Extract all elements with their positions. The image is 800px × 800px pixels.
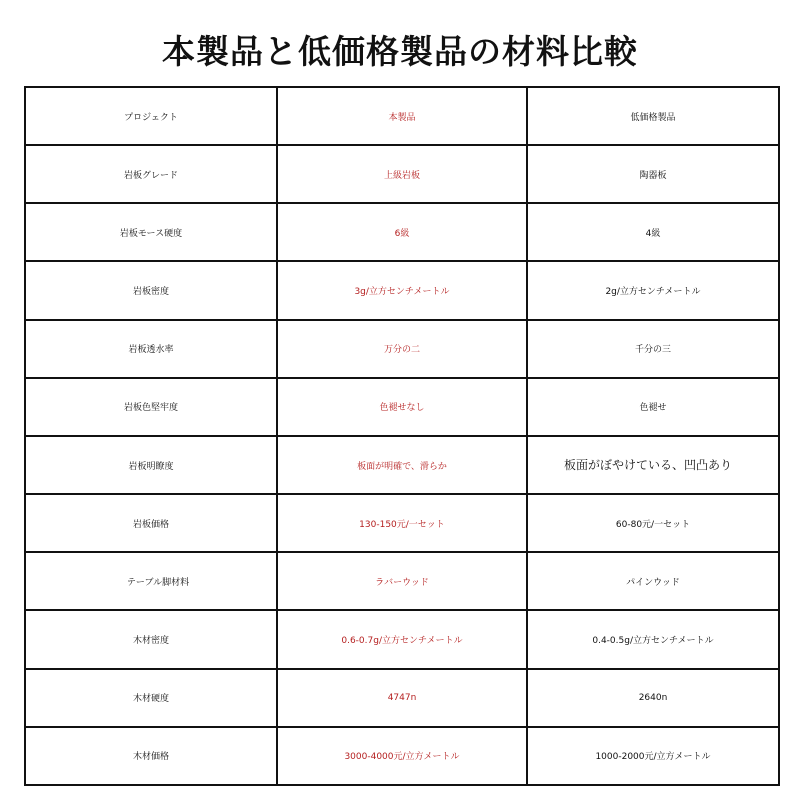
our-value: 3000-4000元/立方メートル [277, 727, 527, 785]
low-price-value: 1000-2000元/立方メートル [527, 727, 779, 785]
low-price-value: 60-80元/一セット [527, 494, 779, 552]
our-value: 4747n [277, 669, 527, 727]
row-label: 岩板密度 [25, 261, 277, 319]
low-price-value: 陶器板 [527, 145, 779, 203]
table-row [25, 145, 779, 203]
table-row [25, 610, 779, 668]
row-label: 岩板モース硬度 [25, 203, 277, 261]
page-title: 本製品と低価格製品の材料比較 [162, 32, 638, 71]
our-value: 3g/立方センチメートル [277, 261, 527, 319]
table-row [25, 203, 779, 261]
row-label: 岩板透水率 [25, 320, 277, 378]
table-header-row [25, 87, 779, 145]
our-value: 6級 [277, 203, 527, 261]
low-price-value: 板面がぼやけている、凹凸あり [527, 436, 779, 494]
header-low-price-product: 低価格製品 [527, 87, 779, 145]
our-value: 万分の二 [277, 320, 527, 378]
our-value: 板面が明確で、滑らか [277, 436, 527, 494]
our-value: 上級岩板 [277, 145, 527, 203]
low-price-value: 2g/立方センチメートル [527, 261, 779, 319]
header-our-product: 本製品 [277, 87, 527, 145]
row-label: テーブル脚材料 [25, 552, 277, 610]
low-price-value: 2640n [527, 669, 779, 727]
row-label: 岩板明瞭度 [25, 436, 277, 494]
low-price-value: 4級 [527, 203, 779, 261]
table-row [25, 378, 779, 436]
row-label: 木材硬度 [25, 669, 277, 727]
table-row [25, 552, 779, 610]
table-row [25, 669, 779, 727]
our-value: ラバーウッド [277, 552, 527, 610]
low-price-value: 色褪せ [527, 378, 779, 436]
comparison-table [24, 86, 780, 786]
our-value: 0.6-0.7g/立方センチメートル [277, 610, 527, 668]
row-label: 岩板価格 [25, 494, 277, 552]
table-row [25, 494, 779, 552]
low-price-value: 0.4-0.5g/立方センチメートル [527, 610, 779, 668]
table-row [25, 261, 779, 319]
table-row [25, 727, 779, 785]
our-value: 130-150元/一セット [277, 494, 527, 552]
low-price-value: パインウッド [527, 552, 779, 610]
row-label: 岩板色堅牢度 [25, 378, 277, 436]
row-label: 岩板グレード [25, 145, 277, 203]
table-row [25, 320, 779, 378]
low-price-value: 千分の三 [527, 320, 779, 378]
our-value: 色褪せなし [277, 378, 527, 436]
header-project: プロジェクト [25, 87, 277, 145]
table-row [25, 436, 779, 494]
row-label: 木材密度 [25, 610, 277, 668]
row-label: 木材価格 [25, 727, 277, 785]
